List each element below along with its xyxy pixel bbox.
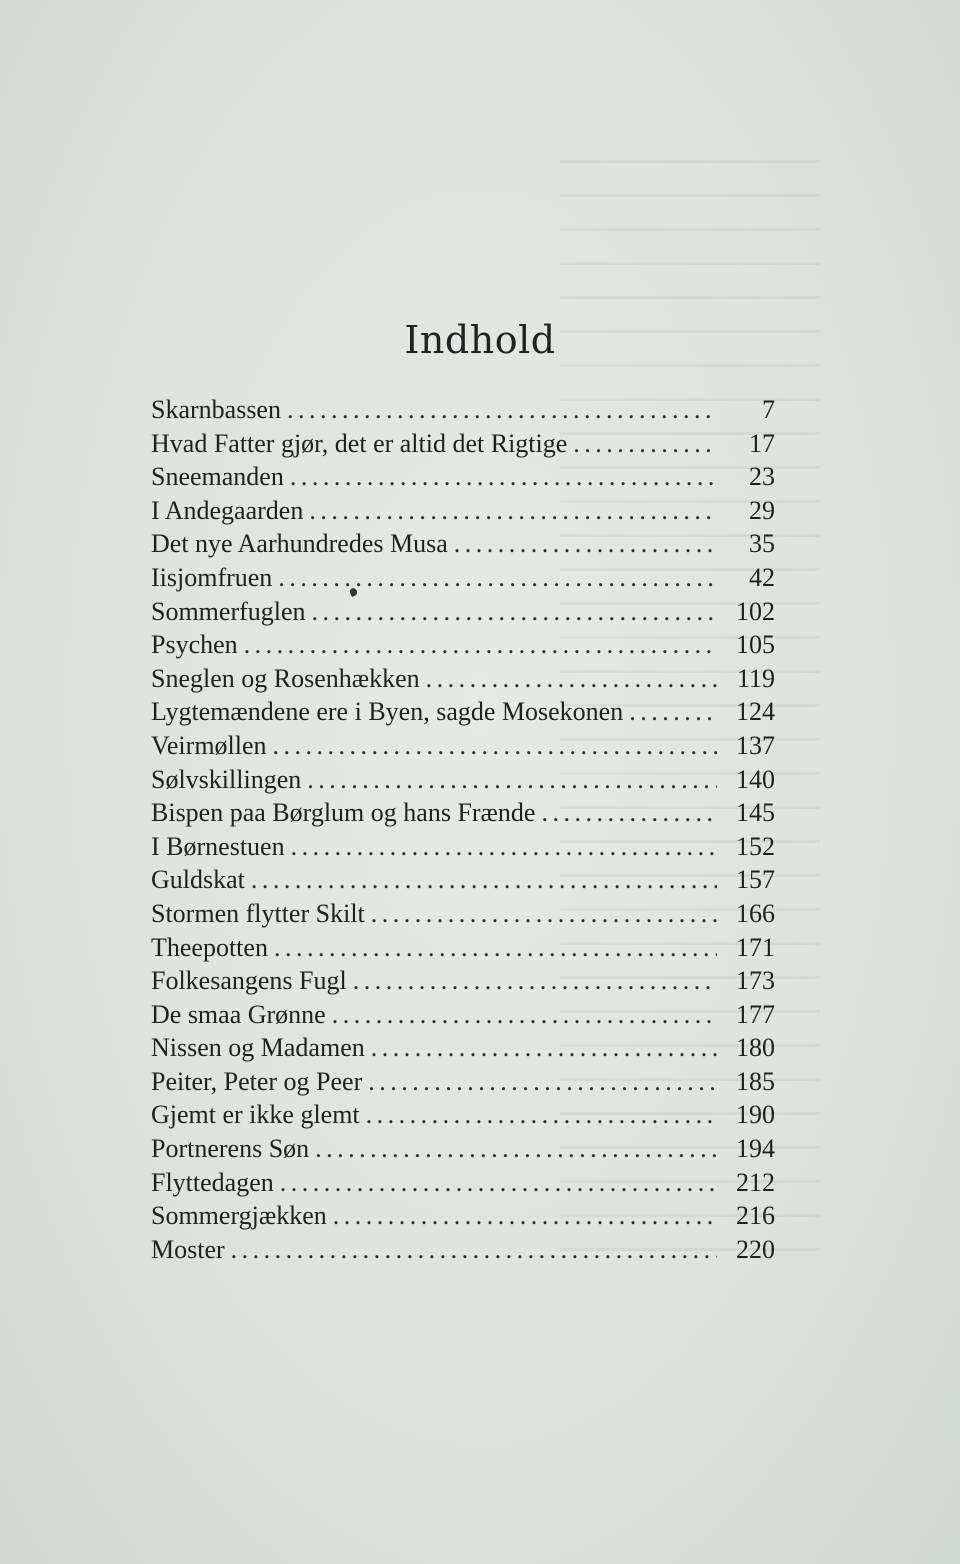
toc-entry-page-number: 23	[749, 462, 775, 492]
dot-leader	[273, 729, 717, 763]
toc-entry-page-number: 212	[736, 1167, 775, 1197]
dot-leader	[573, 427, 717, 461]
toc-entry-page-number: 29	[749, 495, 775, 525]
toc-entry	[151, 1166, 775, 1200]
toc-entry	[151, 897, 775, 931]
toc-entry-page-number: 42	[749, 562, 775, 592]
toc-entry-title: Folkesangens Fugl	[151, 966, 347, 996]
toc-entry-title: Sneglen og Rosenhækken	[151, 663, 420, 693]
toc-entry	[151, 729, 775, 763]
toc-entry	[151, 595, 775, 629]
dot-leader	[278, 561, 717, 595]
dot-leader	[280, 1166, 717, 1200]
dot-leader	[291, 830, 717, 864]
dot-leader	[426, 662, 717, 696]
toc-entry	[151, 427, 775, 461]
dot-leader	[274, 931, 717, 965]
toc-entry	[151, 931, 775, 965]
page-title: Indhold	[404, 318, 556, 362]
toc-entry-title: Theepotten	[151, 932, 268, 962]
toc-entry-page-number: 157	[736, 865, 775, 895]
toc-entry-title: Guldskat	[151, 865, 245, 895]
toc-entry-title: De smaa Grønne	[151, 999, 326, 1029]
toc-entry	[151, 998, 775, 1032]
toc-entry	[151, 1065, 775, 1099]
dot-leader	[312, 595, 717, 629]
dot-leader	[371, 897, 717, 931]
toc-entry-title: I Andegaarden	[151, 495, 304, 525]
dot-leader	[332, 998, 717, 1032]
toc-entry-page-number: 185	[736, 1066, 775, 1096]
toc-entry-page-number: 171	[736, 932, 775, 962]
toc-entry-title: Lygtemændene ere i Byen, sagde Mosekonen	[151, 697, 624, 727]
dot-leader	[251, 863, 717, 897]
toc-entry	[151, 830, 775, 864]
toc-entry-title: Bispen paa Børglum og hans Frænde	[151, 798, 536, 828]
toc-entry	[151, 863, 775, 897]
toc-entry-page-number: 216	[736, 1201, 775, 1231]
table-of-contents	[151, 393, 775, 1266]
toc-entry-title: Moster	[151, 1234, 225, 1264]
toc-entry-title: Sommerfuglen	[151, 596, 306, 626]
dot-leader	[231, 1233, 717, 1267]
toc-entry-title: Sommergjækken	[151, 1201, 327, 1231]
toc-entry-page-number: 166	[736, 898, 775, 928]
toc-entry-page-number: 119	[736, 663, 775, 693]
dot-leader	[333, 1199, 717, 1233]
toc-entry-title: Skarnbassen	[151, 395, 281, 424]
dot-leader	[541, 796, 717, 830]
toc-entry-page-number: 177	[736, 999, 775, 1029]
toc-entry-page-number: 180	[736, 1033, 775, 1063]
toc-entry	[151, 494, 775, 528]
toc-entry-title: Gjemt er ikke glemt	[151, 1100, 360, 1130]
toc-entry-page-number: 102	[736, 596, 775, 626]
dot-leader	[244, 628, 717, 662]
toc-entry-page-number: 137	[736, 730, 775, 760]
toc-entry-page-number: 7	[762, 395, 775, 424]
toc-entry-page-number: 152	[736, 831, 775, 861]
toc-entry-page-number: 140	[736, 764, 775, 794]
toc-entry-title: Sneemanden	[151, 462, 284, 492]
toc-entry-page-number: 194	[736, 1134, 775, 1164]
toc-entry-title: Stormen flytter Skilt	[151, 898, 365, 928]
toc-entry-page-number: 220	[736, 1234, 775, 1264]
toc-entry-title: Hvad Fatter gjør, det er altid det Rigtige	[151, 428, 568, 458]
toc-entry	[151, 628, 775, 662]
toc-entry-title: Sølvskillingen	[151, 764, 302, 794]
toc-entry	[151, 460, 775, 494]
toc-entry	[151, 527, 775, 561]
toc-entry-title: Peiter, Peter og Peer	[151, 1066, 363, 1096]
toc-entry-title: Portnerens Søn	[151, 1134, 310, 1164]
toc-entry	[151, 695, 775, 729]
dot-leader	[287, 393, 717, 427]
dot-leader	[629, 695, 717, 729]
toc-entry	[151, 393, 775, 427]
dot-leader	[353, 964, 717, 998]
toc-entry-title: Det nye Aarhundredes Musa	[151, 529, 448, 559]
dot-leader	[307, 763, 717, 797]
dot-leader	[454, 527, 717, 561]
toc-entry-page-number: 17	[749, 428, 775, 458]
dot-leader	[371, 1031, 717, 1065]
toc-entry	[151, 763, 775, 797]
toc-entry	[151, 1098, 775, 1132]
toc-entry-title: Iisjomfruen	[151, 562, 273, 592]
toc-entry	[151, 1031, 775, 1065]
dot-leader	[290, 460, 717, 494]
toc-entry-page-number: 35	[749, 529, 775, 559]
dot-leader	[315, 1132, 717, 1166]
dot-leader	[309, 494, 717, 528]
toc-entry-page-number: 145	[736, 798, 775, 828]
toc-entry	[151, 796, 775, 830]
toc-entry	[151, 1132, 775, 1166]
toc-entry-title: Veirmøllen	[151, 730, 267, 760]
toc-entry-title: I Børnestuen	[151, 831, 285, 861]
toc-entry	[151, 561, 775, 595]
toc-entry-title: Flyttedagen	[151, 1167, 274, 1197]
toc-entry-title: Nissen og Madamen	[151, 1033, 365, 1063]
dot-leader	[366, 1098, 717, 1132]
toc-entry	[151, 662, 775, 696]
toc-entry-page-number: 105	[736, 630, 775, 660]
toc-entry	[151, 1233, 775, 1267]
toc-entry	[151, 964, 775, 998]
toc-entry-page-number: 173	[736, 966, 775, 996]
dot-leader	[368, 1065, 717, 1099]
toc-entry-page-number: 190	[736, 1100, 775, 1130]
toc-entry-title: Psychen	[151, 630, 238, 660]
toc-entry-page-number: 124	[736, 697, 775, 727]
toc-entry	[151, 1199, 775, 1233]
